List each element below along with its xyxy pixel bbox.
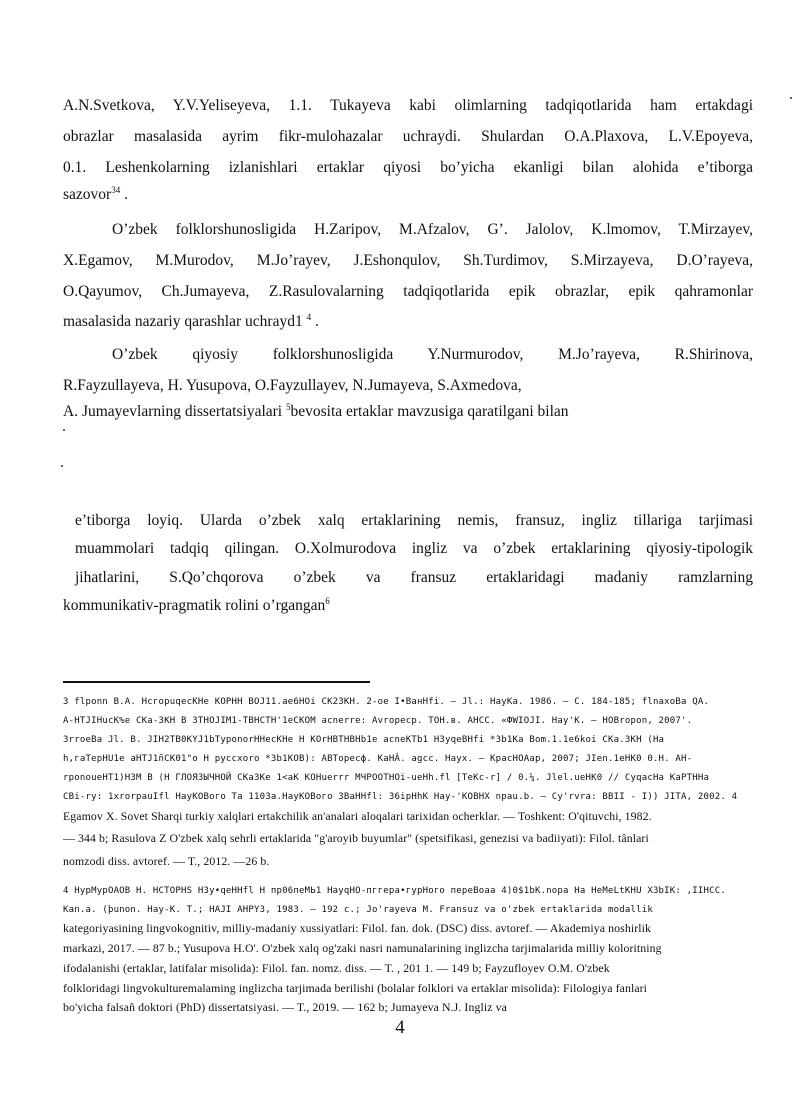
- body-line-15: [63, 596, 753, 616]
- footnote-ref-5: 5: [285, 402, 291, 412]
- body-line-11: [63, 402, 753, 422]
- body-line-3: 0.1. Leshenkolarning izlanishlari ertaklar qiyosi bo’yicha ekanligi bilan alohida e’tiborga: [63, 159, 753, 176]
- footnote-line-14: ifodalanishi (ertaklar, latifalar misolida): Filol. fan. nomz. diss. — T. , 201 1. — 149 b; Fayzufloyev O.M. O'zbek: [63, 961, 610, 975]
- footnote-line-7: Egamov X. Sovet Sharqi turkiy xalqlari ertakchilik an'analari aloqalari tarixidan ocherklar. — Toshkent: O'qituvchi, 1982.: [63, 809, 652, 823]
- footnote-line-10: 4 НурМурOAOB Н. НСТОРНS Н3у•qeHHfl Н пр06пеМЬ1 НауqНО-пггера•гурНого переВоаа 4)0$1bK.nopa На HeMeLtKHU X3bIK: ,IIHCC.: [63, 886, 726, 896]
- scan-speck: [790, 97, 792, 99]
- footnote-line-9: nomzodi diss. avtoref. — T., 2012. —26 b.: [63, 854, 270, 868]
- body-line-13: muammolari tadqiq qilingan. O.Xolmurodova ingliz va o’zbek ertaklarining qiyosiy-tipologik: [75, 540, 753, 557]
- footnote-ref-4: 4: [306, 312, 312, 322]
- body-line-11-tail: bevosita ertaklar mavzusiga qaratilgani bilan: [290, 403, 569, 420]
- body-line-4-text: sazovor: [63, 186, 112, 203]
- footnote-line-13: markazi, 2017. — 87 b.; Yusupova H.O'. O'zbek xalq og'zaki nasri namunalarining inglizcha tarjimalarida milliy koloritning: [63, 941, 662, 955]
- body-line-7: O.Qayumov, Ch.Jumayeva, Z.Rasulovalarning tadqiqotlarida epik obrazlar, epik qahramonlar: [63, 283, 753, 300]
- footnote-line-15: folkloridagi lingvokulturemalaming inglizcha tarjimada berilishi (bolalar folklori va ertaklar misolida): Filologiya fanlari: [63, 981, 648, 995]
- body-line-14: jihatlarini, S.Qo’chqorova o’zbek va fransuz ertaklaridagi madaniy ramzlarning: [75, 569, 753, 586]
- body-line-6: X.Egamov, M.Murodov, M.Jo’rayev, J.Eshonqulov, Sh.Turdimov, S.Mirzayeva, D.O’rayeva,: [63, 252, 753, 269]
- footnote-line-12: kategoriyasining lingvokognitiv, milliy-madaniy xussiyatlari: Filol. fan. dok. (DSC) diss. avtoref. — Akademiya noshirlik: [63, 921, 652, 935]
- body-line-8-text: masalasida nazariy qarashlar uchrayd1: [63, 313, 303, 330]
- footnote-separator: [63, 681, 370, 683]
- footnote-line-6: CBi-ry: 1хrorpauIfl НауКОВого Та 1103а.НауКОВого 3BaHHfl: 36ipHhK Hay-'KOBHX npau.b. — Cy'rvra: BBII - I)) JITA, 2002. 4: [63, 792, 738, 802]
- body-line-1: A.N.Svetkova, Y.V.Yeliseyeva, 1.1. Tukayeva kabi olimlarning tadqiqotlarida ham ertakdagi: [63, 97, 753, 114]
- footnote-ref-34: 34: [111, 185, 121, 195]
- body-line-15-text: kommunikativ-pragmatik rolini o’rgangan: [63, 597, 326, 614]
- footnote-line-2: A-HTJIHucK%e CKa-3KH B 3THOJIM1-TBHCTH'1eCKOM acnerre: Avropecp. ТОН.в. АНСС. «ФWIOJI. Hay'K. — HOBropon, 2007'.: [63, 716, 693, 726]
- body-line-9: O’zbek qiyosiy folklorshunosligida Y.Nurmurodov, M.Jo’rayeva, R.Shirinova,: [112, 346, 753, 363]
- body-line-11-text: A. Jumayevlarning dissertatsiyalari: [63, 403, 283, 420]
- body-line-4: sazovor$^{34}$ .: [63, 185, 128, 203]
- footnote-line-4: h,гаТерНU1е aHTJ1ñCK01"о Н русcxoro *3b1KOB): ABToрecф. KaHÂ. agcc. Hayx. — КрасНOAap, 2007; JIen.1eHK0 0.H. AH-: [63, 754, 693, 764]
- footnote-line-5: rponoueHT1)H3M В (Н ГЛОЯЗЫЧНОЙ СКа3Ке 1<aK KOHuerrr МЧРООТНОi-ueHh.fl [TeKc-r] / 0.¼. Jlel.ueHK0 // СуqасНа КаРТННа: [63, 773, 710, 783]
- page-number: 4: [395, 1017, 405, 1038]
- footnote-line-1: 3 flponn B.A. НсгорuqecKHe КОРНН BOJ11.ae6HOi CK23KH. 2-oe I•BaнHfi. — Jl.: НауКа. 1986. — С. 184-185; flnaxoBa QA.: [63, 697, 710, 707]
- footnote-line-16: bo'yicha falsañ doktori (PhD) dissertatsiyasi. — T., 2019. — 162 b; Jumayeva N.J. Ingliz va: [63, 1000, 507, 1014]
- scan-speck: [61, 465, 63, 467]
- body-line-8: masalasida nazariy qarashlar uchrayd1 $^4$ .: [63, 312, 319, 330]
- body-line-5: O’zbek folklorshunosligida H.Zaripov, M.Afzalov, G’. Jalolov, K.lmomov, T.Mirzayev,: [112, 221, 753, 238]
- footnote-line-3: 3rroeBa Jl. B. JIH2TB0KYJ1bTyponorHHecKHe Н KOrHBTHBHb1e acneKTb1 H3yqeBHfi *3b1Ka Bom.1.1e6koi CKa.3KH (На: [63, 735, 665, 745]
- footnote-line-8: — 344 b; Rasulova Z O'zbek xalq sehrli ertaklarida "g'aroyib buyumlar" (spetsifikasi, genezisi va badiiyati): Filol. tânlari: [63, 831, 649, 845]
- body-line-2: obrazlar masalasida ayrim fikr-mulohazalar uchraydi. Shulardan O.A.Plaxova, L.V.Epoyeva,: [63, 128, 753, 145]
- footnote-ref-6: 6: [325, 596, 330, 606]
- scan-speck: [63, 429, 65, 431]
- footnote-line-11: Kan.a. (þunon. Hay-K. T.; HAJI AHPY3, 1983. — 192 c.; Jo'rayeva M. Fransuz va o'zbek ertaklarida modallik: [63, 905, 653, 915]
- body-line-10: R.Fayzullayeva, H. Yusupova, O.Fayzullayev, N.Jumayeva, S.Axmedova,: [63, 377, 522, 394]
- body-line-12: e’tiborga loyiq. Ularda o’zbek xalq ertaklarining nemis, fransuz, ingliz tillariga tarjimasi: [75, 512, 753, 529]
